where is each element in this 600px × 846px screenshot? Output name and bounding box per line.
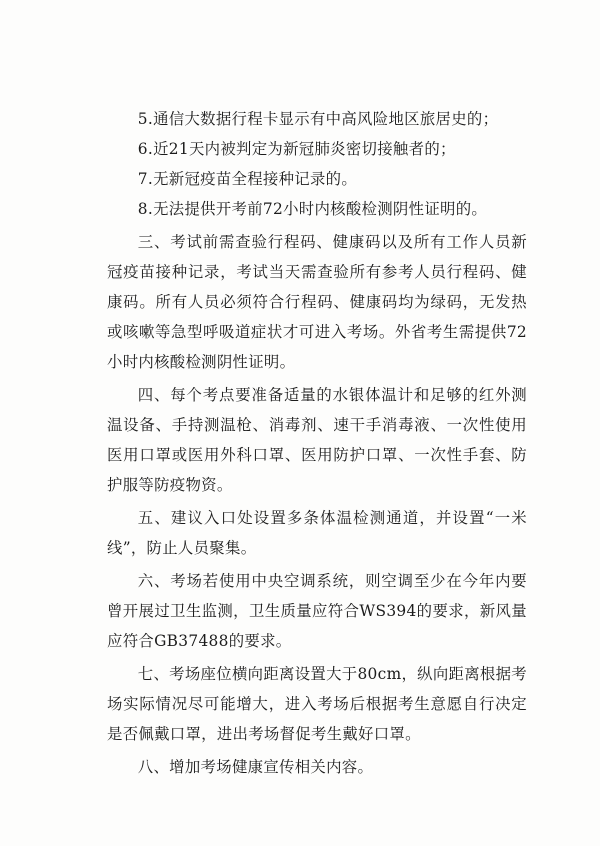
document-body — [107, 104, 527, 782]
list-item-7: 7.无新冠疫苗全程接种记录的。 — [137, 170, 358, 188]
section-seven-paragraph: 七、考场座位横向距离设置大于80cm，纵向距离根据考场实际情况尽可能增大，进入考场后根据考生意愿自行决定是否佩戴口罩，进出考场督促考生戴好口罩。 — [107, 665, 527, 743]
section-four-paragraph: 四、每个考点要准备适量的水银体温计和足够的红外测温设备、手持测温枪、消毒剂、速干手消毒液、一次性使用医用口罩或医用外科口罩、医用防护口罩、一次性手套、防护服等防疫物资。 — [107, 386, 527, 494]
section-three-paragraph: 三、考试前需查验行程码、健康码以及所有工作人员新冠疫苗接种记录，考试当天需查验所有参考人员行程码、健康码。所有人员必须符合行程码、健康码均为绿码，无发热或咳嗽等急型呼吸道症状才可进入考场。外省考生需提供72小时内核酸检测阴性证明。 — [107, 233, 527, 371]
section-six-paragraph: 六、考场若使用中央空调系统，则空调至少在今年内要曾开展过卫生监测，卫生质量应符合WS394的要求，新风量应符合GB37488的要求。 — [107, 572, 527, 650]
section-five-paragraph: 五、建议入口处设置多条体温检测通道，并设置“一米线”，防止人员聚集。 — [107, 509, 527, 557]
list-item-6: 6.近21天内被判定为新冠肺炎密切接触者的； — [137, 140, 456, 158]
section-eight-paragraph: 八、增加考场健康宣传相关内容。 — [137, 758, 374, 776]
list-item-5: 5.通信大数据行程卡显示有中高风险地区旅居史的； — [137, 110, 499, 128]
list-item-8: 8.无法提供开考前72小时内核酸检测阴性证明的。 — [137, 200, 488, 218]
